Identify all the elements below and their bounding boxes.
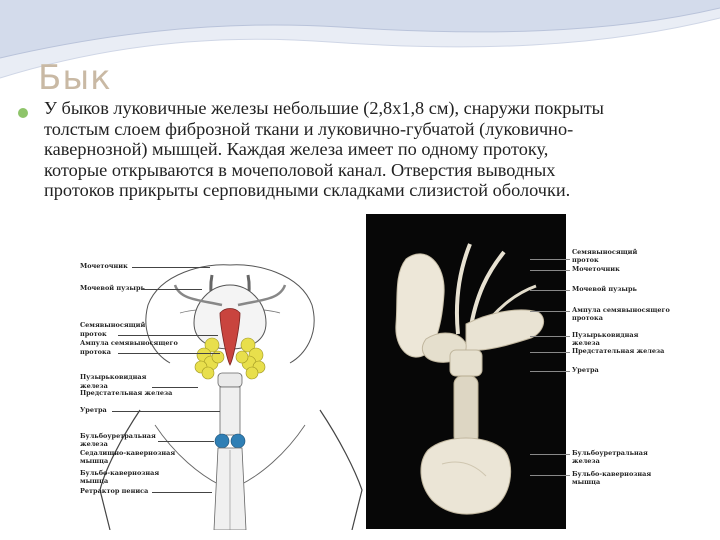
photo-label: Семявыносящий: [572, 248, 638, 256]
photo-label: мышца: [572, 478, 601, 486]
leader-line: [158, 441, 214, 442]
diagram-label: Ампула семявыносящего: [80, 339, 178, 347]
leader-line: [152, 387, 198, 388]
leader-line: [112, 411, 220, 412]
diagram-label: железа: [80, 440, 108, 448]
paragraph-line: толстым слоем фиброзной ткани и луковично-губчатой (луковично-: [44, 118, 574, 139]
photo-label: проток: [572, 256, 599, 264]
leader-line: [530, 352, 570, 353]
photo-label: Бульбоуретральная: [572, 449, 648, 457]
leader-line: [118, 353, 220, 354]
diagram-label: протока: [80, 348, 111, 356]
diagram-label: Семявыносящий: [80, 321, 146, 329]
diagram-label: Мочеточник: [80, 262, 128, 270]
photo-label: Уретра: [572, 366, 599, 374]
bullet-icon: [18, 108, 28, 118]
leader-line: [530, 371, 570, 372]
photo-label: Бульбо-кавернозная: [572, 470, 652, 478]
diagram-label: проток: [80, 330, 107, 338]
diagram-label: Ретрактор пениса: [80, 487, 149, 495]
slide-title: Бык: [38, 58, 112, 98]
photo-label: Мочеточник: [572, 265, 620, 273]
diagram-label: мышца: [80, 457, 109, 465]
photo-label: Предстательная железа: [572, 347, 665, 355]
photo-label: железа: [572, 339, 600, 347]
paragraph-line: кавернозной) мышцей. Каждая железа имеет по одному протоку,: [44, 139, 549, 160]
diagram-label: Уретра: [80, 406, 107, 414]
paragraph-line: протоков прикрыты серповидными складками слизистой оболочки.: [44, 180, 571, 201]
leader-line: [530, 290, 570, 291]
leader-line: [530, 475, 570, 476]
photo-label: Мочевой пузырь: [572, 285, 637, 293]
leader-line: [530, 311, 570, 312]
diagram-label: Мочевой пузырь: [80, 284, 145, 292]
leader-line: [152, 492, 212, 493]
leader-line: [530, 270, 570, 271]
diagram-label: Седалищно-кавернозная: [80, 449, 176, 457]
leader-line: [530, 259, 570, 260]
diagram-label: Бульбоуретральная: [80, 432, 156, 440]
photo-label: железа: [572, 457, 600, 465]
slide-paragraph: [44, 98, 704, 201]
diagram-label: железа: [80, 382, 108, 390]
paragraph-line: У быков луковичные железы небольшие (2,8х1,8 см), снаружи покрыты: [44, 98, 604, 118]
anatomy-diagram: [80, 245, 380, 530]
diagram-label: Предстательная железа: [80, 389, 173, 397]
leader-line: [530, 454, 570, 455]
diagram-label: Пузырьковидная: [80, 373, 147, 381]
leader-line: [530, 336, 570, 337]
leader-line: [132, 267, 210, 268]
diagram-label: мышца: [80, 477, 109, 485]
photo-label: Ампула семявыносящего: [572, 306, 670, 314]
paragraph-line: которые открываются в мочеполовой канал. Отверстия выводных: [44, 159, 556, 180]
leader-line: [118, 335, 218, 336]
photo-labels: [570, 245, 690, 505]
diagram-label: Бульбо-кавернозная: [80, 469, 160, 477]
photo-label: Пузырьковидная: [572, 331, 639, 339]
photo-label: протока: [572, 314, 603, 322]
leader-line: [142, 289, 202, 290]
